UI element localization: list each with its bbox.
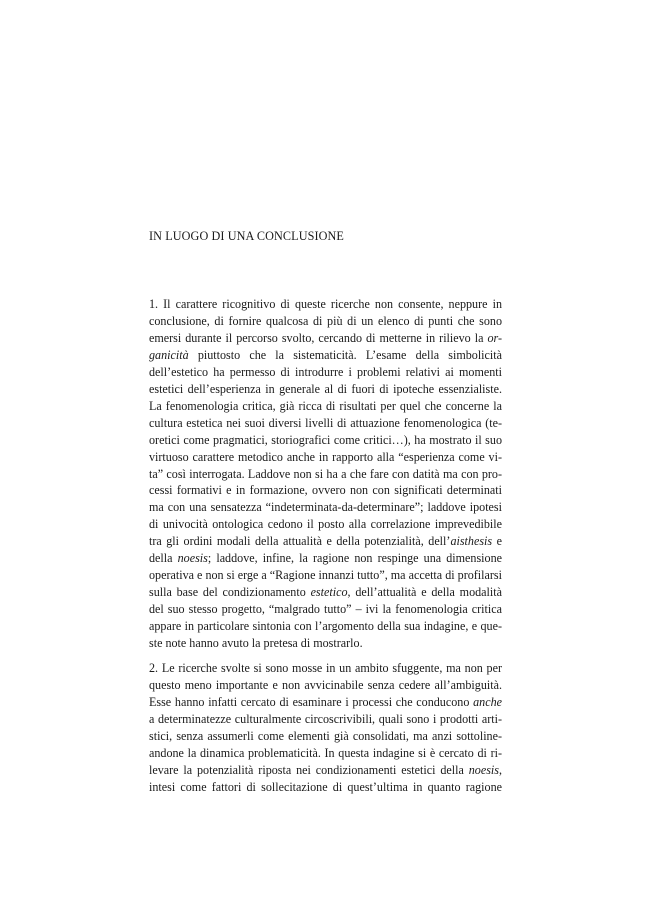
text-line <box>149 601 502 618</box>
text-run: del suo stesso progetto, “malgrado tutto” – ivi la fenomenologia critica <box>149 602 502 617</box>
text-line <box>149 482 502 499</box>
text-line <box>149 635 502 652</box>
body-text <box>149 296 502 796</box>
text-line <box>149 762 502 779</box>
text-run: estetici dell’esperienza in generale al di fuori di ipoteche essenzialiste. <box>149 381 502 396</box>
text-run: e <box>492 534 502 549</box>
text-run: virtuoso carattere metodico anche in rapporto alla “esperienza come vi- <box>149 449 502 464</box>
text-run: ste note hanno avuto la pretesa di mostrarlo. <box>149 636 363 651</box>
text-line <box>149 347 502 364</box>
text-run: , dell’attualità e della modalità <box>347 585 502 600</box>
text-run: intesi come fattori di sollecitazione di quest’ultima in quanto ragione <box>149 779 502 794</box>
text-line <box>149 330 502 347</box>
text-run: cultura estetica nei suoi diversi livelli di attuazione fenomenologica (te- <box>149 415 502 430</box>
text-run: tra gli ordini modali della attualità e della potenzialità, dell’ <box>149 534 451 549</box>
text-line <box>149 728 502 745</box>
text-line <box>149 711 502 728</box>
italic-text: ganicità <box>149 347 189 362</box>
italic-text: noesis <box>177 551 208 566</box>
text-run: dell’estetico ha permesso di introdurre i problemi relativi ai momenti <box>149 364 502 379</box>
text-run: piuttosto che la sistematicità. L’esame della simbolicità <box>188 347 502 362</box>
text-line <box>149 415 502 432</box>
text-line <box>149 432 502 449</box>
italic-text: anche <box>473 694 502 709</box>
text-run: della <box>149 551 178 566</box>
text-run: levare la potenzialità riposta nei condizionamenti estetici della <box>149 762 469 777</box>
text-run: di univocità ontologica cedono il posto alla correlazione imprevedibile <box>149 517 502 532</box>
text-line <box>149 398 502 415</box>
text-run: sulla base del condizionamento <box>149 585 311 600</box>
chapter-title: IN LUOGO DI UNA CONCLUSIONE <box>149 229 344 243</box>
text-run: 2. Le ricerche svolte si sono mosse in un ambito sfuggente, ma non per <box>149 661 502 676</box>
text-run: emersi durante il percorso svolto, cercando di metterne in rilievo la <box>149 330 488 345</box>
text-run: 1. Il carattere ricognitivo di queste ricerche non consente, neppure in <box>149 297 502 311</box>
italic-text: estetico <box>310 585 348 600</box>
text-line <box>149 550 502 567</box>
text-line <box>149 381 502 398</box>
text-run: ta” così interrogata. Laddove non si ha a che fare con datità ma con pro- <box>149 466 502 481</box>
text-line <box>149 296 502 313</box>
text-run: appare in particolare sintonia con l’argomento della sua indagine, e que- <box>149 619 502 634</box>
text-line <box>149 516 502 533</box>
text-line <box>149 533 502 550</box>
italic-text: aisthesis <box>450 534 493 549</box>
text-run: questo meno importante e non avvicinabile senza cedere all’ambiguità. <box>149 677 502 692</box>
text-run: a determinatezze culturalmente circoscrivibili, quali sono i prodotti arti- <box>149 711 502 726</box>
text-line <box>149 584 502 601</box>
paragraph-gap <box>149 652 502 660</box>
text-line <box>149 694 502 711</box>
text-line <box>149 618 502 635</box>
text-run: andone la dinamica problematicità. In questa indagine si è cercato di ri- <box>149 745 502 760</box>
text-line <box>149 779 502 796</box>
text-line <box>149 364 502 381</box>
text-line <box>149 466 502 483</box>
text-run: Esse hanno infatti cercato di esaminare i processi che conducono <box>149 694 474 709</box>
text-run: conclusione, di fornire qualcosa di più di un elenco di punti che sono <box>149 313 502 328</box>
text-line <box>149 660 502 677</box>
text-line <box>149 313 502 330</box>
text-line <box>149 677 502 694</box>
text-run: stici, senza assumerli come elementi già consolidati, ma anzi sottoline- <box>149 728 502 743</box>
text-run: oretici come pragmatici, storiografici come critici…), ha mostrato il suo <box>149 432 502 447</box>
text-line <box>149 567 502 584</box>
text-run: cessi formativi e in formazione, ovvero non con significati determinati <box>149 483 502 498</box>
text-run: ma con una sensatezza “indeterminata-da-determinare”; laddove ipotesi <box>149 500 502 515</box>
italic-text: or- <box>487 330 502 345</box>
text-run: La fenomenologia critica, già ricca di risultati per quel che concerne la <box>149 398 502 413</box>
italic-text: noesis <box>468 762 499 777</box>
text-line <box>149 745 502 762</box>
text-run: ; laddove, infine, la ragione non respinge una dimensione <box>207 551 502 566</box>
text-run: operativa e non si erge a “Ragione innanzi tutto”, ma accetta di profilarsi <box>149 568 502 583</box>
text-line <box>149 449 502 466</box>
text-run: , <box>498 762 502 777</box>
text-line <box>149 499 502 516</box>
